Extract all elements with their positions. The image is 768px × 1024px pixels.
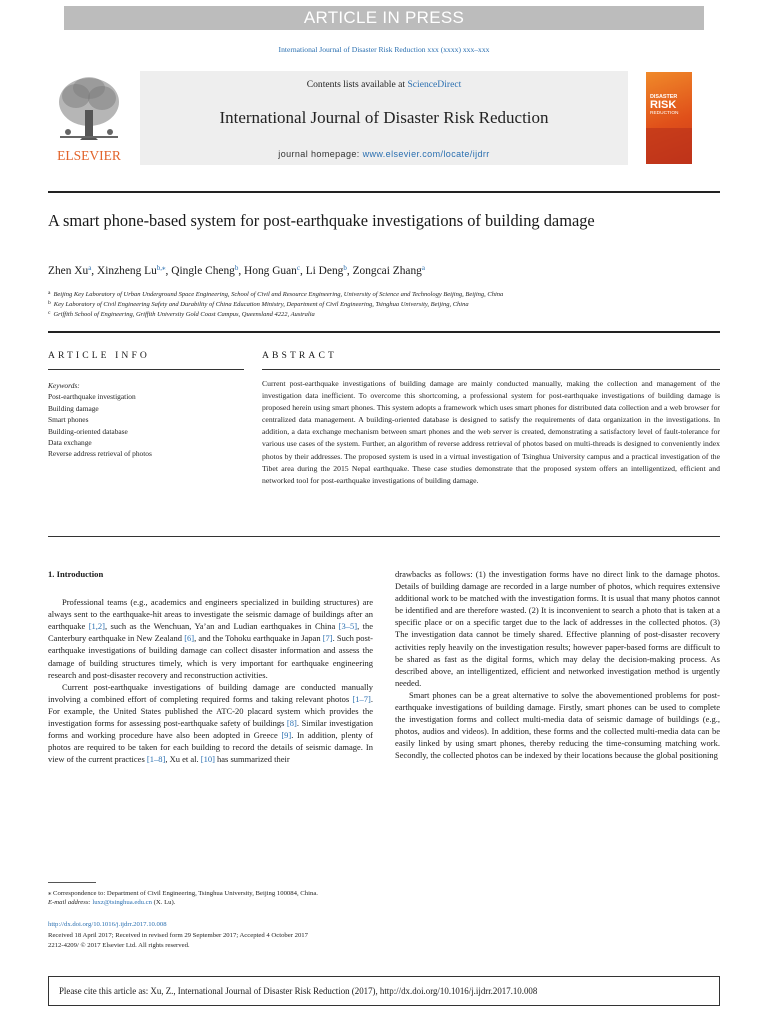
author-affiliation-marker[interactable]: b <box>343 264 347 272</box>
citation-link[interactable]: [9] <box>281 730 292 741</box>
doi-link[interactable]: http://dx.doi.org/10.1016/j.ijdrr.2017.10.008 <box>48 921 167 928</box>
header-divider <box>48 191 720 193</box>
affiliation: $^c$ Griffith School of Engineering, Griffith University Gold Coast Campus, Queensland 4222, Australia <box>48 310 315 318</box>
abstract-heading: ABSTRACT <box>262 350 337 361</box>
affiliation: $^b$ Key Laboratory of Civil Engineering Safety and Durability of China Education Ministry, Department of Civil Engineering, Tsinghua University, Beijing, China <box>48 300 469 308</box>
email-footnote: E-mail address: luxz@tsinghua.edu.cn (X. Lu). <box>48 899 176 906</box>
keyword: Reverse address retrieval of photos <box>48 449 152 459</box>
journal-cover-thumbnail[interactable] <box>646 72 692 164</box>
author-affiliation-marker[interactable]: c <box>296 264 300 272</box>
body-paragraph: Professional teams (e.g., academics and engineers specialized in building structures) are always sent to the earthquake-hit areas to investigate the seismic damage of buildings after an earthquake [1,2], such as the Wenchuan, Ya’an and Ludian earthquakes in China [3–5], the Canterbury earthquake in New Zealand [6], and the Tohoku earthquake in Japan [7]. Such post-earthquake investigations of building damage can collect disaster information and assess the damage of building structures timely, which is very important for earthquake engineering research and post-disaster recovery and reconstruction activities. <box>48 597 374 680</box>
body-paragraph: Smart phones can be a great alternative to solve the abovementioned problems for post-earthquake investigations of building damage. Firstly, smart phones can be used to complete the investigation forms and collect multi-media data of seismic damage of buildings (e.g., photos, audios and videos). In addition, these forms and the collected multi-media data can be easily linked by using smart phones, thereby reducing the time-consuming matching work. Secondly, the collected photos can be indexed by their locations because the global positioning <box>395 689 720 761</box>
keyword: Building-oriented database <box>48 426 128 436</box>
cover-text: REDUCTION <box>650 111 679 116</box>
received-dates: Received 18 April 2017; Received in revised form 29 September 2017; Accepted 4 October 2017 <box>48 932 308 939</box>
footnote-rule <box>48 882 96 883</box>
sciencedirect-link[interactable]: ScienceDirect <box>407 79 462 90</box>
citation-link[interactable]: [10] <box>200 754 215 765</box>
body-paragraph: drawbacks as follows: (1) the investigation forms have no direct link to the damage photos. Details of building damage are recorded in a large number of photos, which requires extensive additional work to be matched with the investigation forms. It is usual that many photos cannot be identified and are therefore wasted. (2) It is inconvenient to search a photo that is taken at a specific place or on a specific target due to the lack of addresses in the collected photos. (3) The investigation data cannot be timely shared. Effective planning of post-disaster recovery activities reply heavily on the investigation results; however paper-based forms are difficult to be shared as fast as the digital forms, which may delay the decision-making process. As described above, an intelligentized, efficient and networked investigation method is urgently needed. <box>395 569 720 688</box>
article-info-rule <box>48 369 244 370</box>
author-name[interactable]: Zhen Xu <box>48 265 89 277</box>
paper-title: A smart phone-based system for post-earthquake investigations of building damage <box>48 211 595 230</box>
section-title: 1. Introduction <box>48 569 104 579</box>
affiliation-divider <box>48 331 720 333</box>
author-list: Zhen Xu$^a$, Xinzheng $Lu^{b,⁎}$, Qingle Cheng$^b$, Hong Guan$^c$, Li Deng$^b$, Zongcai Zhang$^a$ <box>48 264 425 277</box>
author-affiliation-marker[interactable]: b,⁎ <box>156 264 166 272</box>
article-info-heading: ARTICLE INFO <box>48 350 150 361</box>
citation-link[interactable]: [3–5] <box>338 621 358 632</box>
keywords-label: Keywords: <box>48 381 80 390</box>
author-name[interactable]: Zongcai Zhang <box>352 265 422 277</box>
cover-graphic <box>646 128 692 164</box>
homepage-link[interactable]: www.elsevier.com/locate/ijdrr <box>362 149 490 159</box>
cover-text: DISASTER <box>650 94 678 100</box>
author-name[interactable]: Qingle Cheng <box>171 265 235 277</box>
affiliation: $^a$ Beijing Key Laboratory of Urban Underground Space Engineering, School of Civil and Resource Engineering, University of Science and Technology Beijing, Beijing, China <box>48 290 504 298</box>
email-link[interactable]: luxz@tsinghua.edu.cn <box>92 899 152 906</box>
body-paragraph: Current post-earthquake investigations of building damage are conducted manually involving a combined effort of completing required forms and taking relevant photos [1–7]. For example, the United States published the ATC-20 placard system which provides the investigation forms for assessing post-earthquake safety of buildings [8]. Similar investigation forms and working procedure have also been adopted in Greece [9]. In addition, plenty of photos are required to be taken for each building to record the details of seismic damage. In view of the current practices [1–8], Xu et al. [10] has summarized their <box>48 681 374 765</box>
journal-reference-link[interactable]: International Journal of Disaster Risk Reduction xxx (xxxx) xxx–xxx <box>278 45 490 54</box>
author-name[interactable]: Hong Guan <box>244 265 297 277</box>
elsevier-logo <box>50 72 128 164</box>
body-column-left <box>48 568 373 765</box>
citation-link[interactable]: [1–7] <box>352 693 371 704</box>
keyword: Smart phones <box>48 415 89 425</box>
journal-masthead <box>140 71 628 165</box>
citation-link[interactable]: [7] <box>322 633 333 644</box>
journal-homepage: journal homepage: www.elsevier.com/locate/ijdrr <box>278 149 490 159</box>
keyword: Building damage <box>48 403 99 413</box>
author-name[interactable]: Xinzheng Lu <box>97 265 157 277</box>
abstract-bottom-rule <box>48 536 720 537</box>
elsevier-tree-icon <box>50 72 128 164</box>
author-name[interactable]: Li Deng <box>305 265 344 277</box>
publisher-name: ELSEVIER <box>57 148 121 163</box>
citation-link[interactable]: [1,2] <box>88 621 105 632</box>
citation-link[interactable]: [1–8] <box>146 754 166 765</box>
citation-box: Please cite this article as: Xu, Z., International Journal of Disaster Risk Reduction (2017), http://dx.doi.org/10.1016/j.ijdrr.2017.10.008 <box>48 976 720 1006</box>
body-column-right <box>395 568 720 762</box>
author-affiliation-marker[interactable]: a <box>421 264 425 272</box>
cover-text: RISK <box>650 99 677 111</box>
correspondence-footnote: ⁎ Correspondence to: Department of Civil Engineering, Tsinghua University, Beijing 100084, China. <box>48 890 318 897</box>
keyword: Post-earthquake investigation <box>48 392 136 402</box>
article-in-press-banner: ARTICLE IN PRESS <box>64 6 704 30</box>
author-affiliation-marker[interactable]: b <box>234 264 239 272</box>
keyword: Data exchange <box>48 438 92 448</box>
keywords-list <box>48 380 243 460</box>
contents-line: Contents lists available at ScienceDirect <box>306 79 462 90</box>
citation-link[interactable]: [6] <box>184 633 195 644</box>
abstract-rule <box>262 369 720 370</box>
abstract-text: Current post-earthquake investigations of building damage are mainly conducted manually, making the collection and management of the investigation data inefficient. To overcome this shortcoming, a professional system for post-earthquake investigations of building damage is proposed herein using smart phones. This system adopts a framework which uses smart phones for distributed data collection and a web browser for centralized data management. A building-oriented database is designed to satisfy the requirements of data organization in the investigations. In addition, a data exchange mechanism between smart phones and the web server is created, demonstrating a satisfactory level of fault-tolerance for various use cases of the system. Further, an algorithm of reverse address retrieval of photos based on multi-threads is designed to conveniently index photos by their addresses. The proposed system is used in a virtual investigation of Tsinghua University campus and a practical investigation of the Tibet area during the 2015 Nepal earthquake. These case studies demonstrate that the proposed system offers an intelligentized, efficient and networked tool for post-earthquake investigations of building damage. <box>262 379 720 485</box>
author-affiliation-marker[interactable]: a <box>88 264 92 272</box>
journal-name: International Journal of Disaster Risk Reduction <box>219 108 549 127</box>
citation-link[interactable]: [8] <box>286 718 297 729</box>
copyright-line: 2212-4209/ © 2017 Elsevier Ltd. All rights reserved. <box>48 942 190 949</box>
